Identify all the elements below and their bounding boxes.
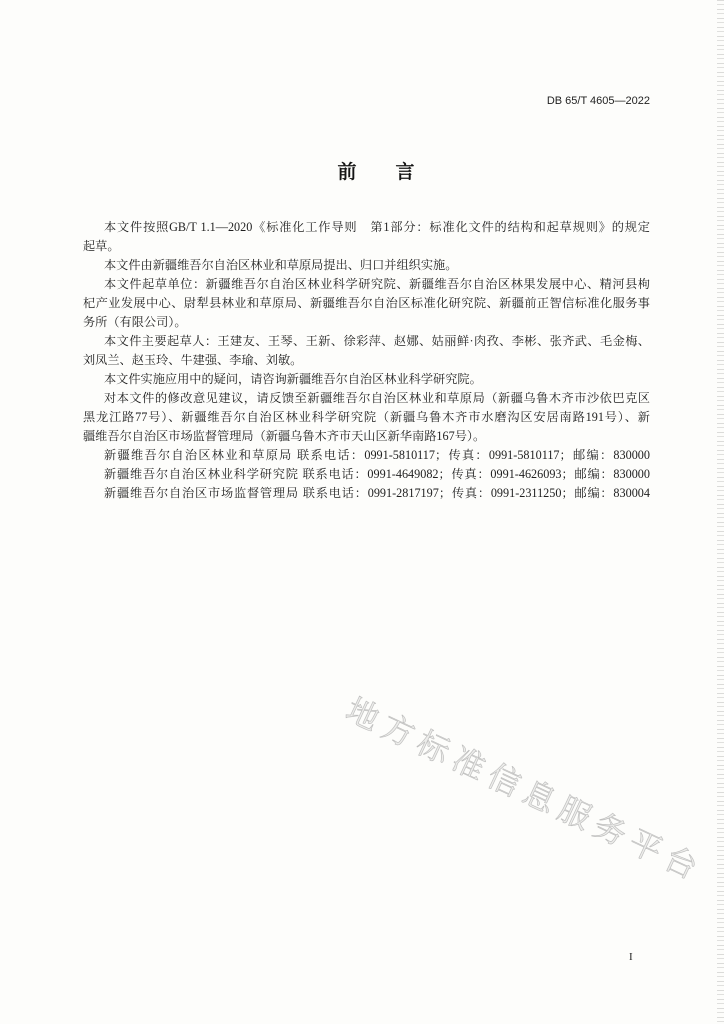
paragraph-line: 本文件实施应用中的疑问，请咨询新疆维吾尔自治区林业科学研究院。 (104, 372, 482, 386)
paragraph-line: 起草。 (83, 239, 120, 253)
section-title: 前 言 (337, 161, 425, 183)
page-number: I (629, 951, 633, 963)
paragraph-line: 本文件起草单位：新疆维吾尔自治区林业科学研究院、新疆维吾尔自治区林果发展中心、精河县枸 (104, 277, 650, 291)
paragraph-line: 黑龙江路77号）、新疆维吾尔自治区林业科学研究院（新疆乌鲁木齐市水磨沟区安居南路191号）、新 (83, 410, 650, 424)
scan-edge-noise (717, 0, 724, 1024)
paragraph-line: 对本文件的修改意见建议，请反馈至新疆维吾尔自治区林业和草原局（新疆乌鲁木齐市沙依巴克区 (104, 391, 650, 405)
contact-line: 新疆维吾尔自治区市场监督管理局 联系电话：0991-2817197；传真：0991-2311250；邮编：830004 (104, 486, 650, 500)
watermark: 地方标准信息服务平台 (340, 691, 710, 889)
paragraph-line: 本文件按照GB/T 1.1—2020《标准化工作导则 第1部分：标准化文件的结构和起草规则》的规定 (104, 220, 650, 234)
foreword-body (83, 218, 650, 503)
paragraph-line: 务所（有限公司）。 (83, 315, 187, 329)
paragraph-line: 疆维吾尔自治区市场监督管理局（新疆乌鲁木齐市天山区新华南路167号）。 (83, 429, 486, 443)
standard-code: DB 65/T 4605—2022 (546, 95, 650, 107)
paragraph-line: 杞产业发展中心、尉犁县林业和草原局、新疆维吾尔自治区标准化研究院、新疆前正智信标准化服务事 (83, 296, 650, 310)
paragraph-line: 刘凤兰、赵玉玲、牛建强、李瑜、刘敏。 (83, 353, 303, 367)
contact-line: 新疆维吾尔自治区林业和草原局 联系电话：0991-5810117；传真：0991-5810117；邮编：830000 (104, 448, 650, 462)
contact-line: 新疆维吾尔自治区林业科学研究院 联系电话：0991-4649082；传真：0991-4626093；邮编：830000 (104, 467, 650, 481)
paragraph-line: 本文件主要起草人：王建友、王琴、王新、徐彩萍、赵娜、姑丽鲜·肉孜、李彬、张齐武、毛金梅、 (104, 334, 650, 348)
paragraph-line: 本文件由新疆维吾尔自治区林业和草原局提出、归口并组织实施。 (104, 258, 458, 272)
